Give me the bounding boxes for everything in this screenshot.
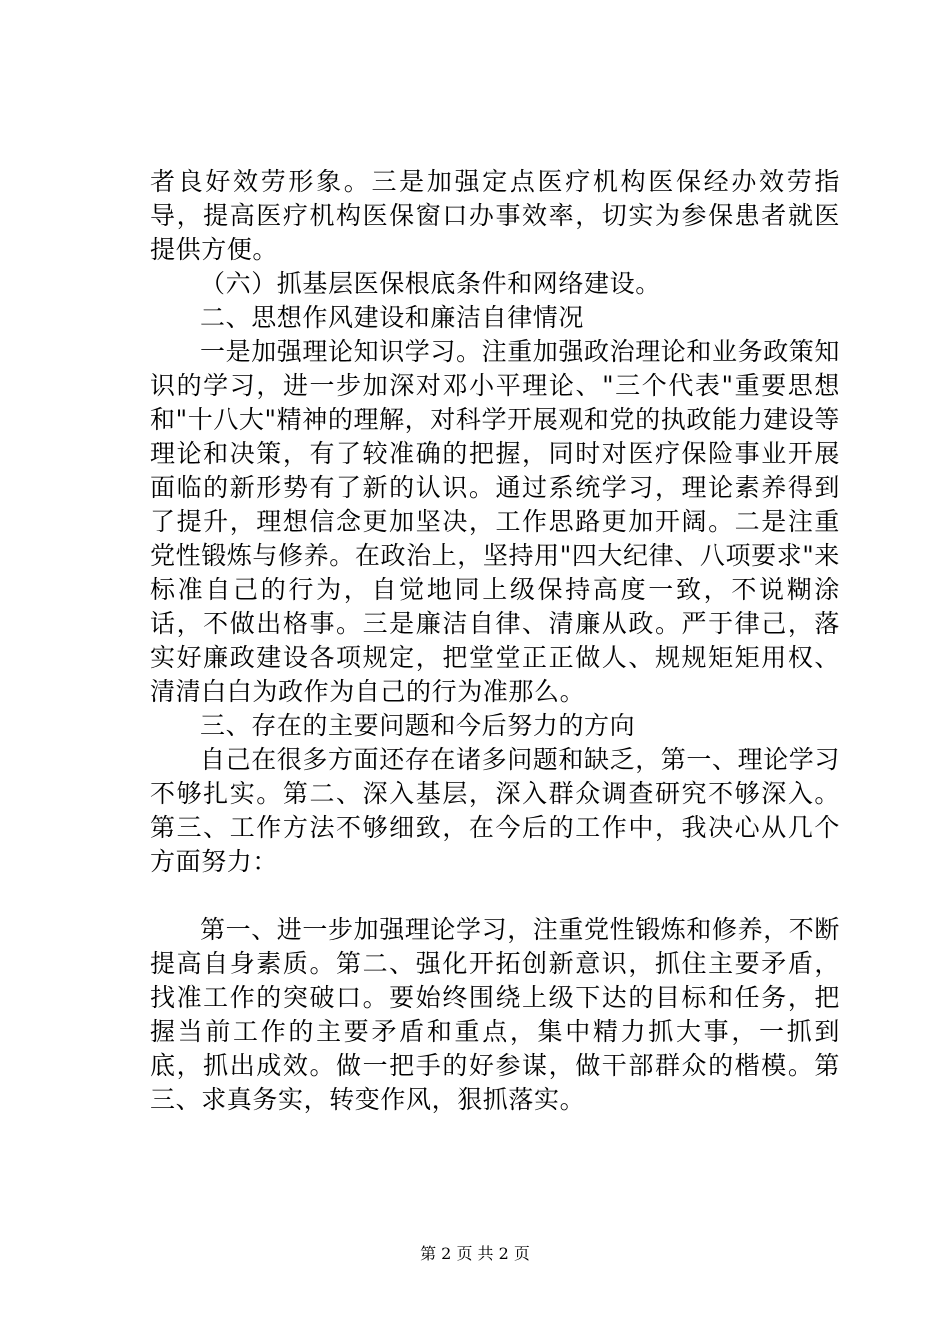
blank-line (150, 879, 840, 913)
paragraph-improvements: 第一、进一步加强理论学习，注重党性锻炼和修养，不断提高自身素质。第二、强化开拓创新意识，抓住主要矛盾，找准工作的突破口。要始终围绕上级下达的目标和任务，把握当前工作的主要矛盾和重点，集中精力抓大事，一抓到底，抓出成效。做一把手的好参谋，做干部群众的楷模。第三、求真务实，转变作风，狠抓落实。 (150, 915, 841, 1114)
section-heading-two: 二、思想作风建设和廉洁自律情况 (200, 303, 585, 332)
paragraph-theory-study: 一是加强理论知识学习。注重加强政治理论和业务政策知识的学习，进一步加深对邓小平理论、"三个代表"重要思想和"十八大"精神的理解，对科学开展观和党的执政能力建设等理论和决策，有了较准确的把握，同时对医疗保险事业开展面临的新形势有了新的认识。通过系统学习，理论素养得到了提升，理想信念更加坚决，工作思路更加开阔。二是注重党性锻炼与修养。在政治上，坚持用"四大纪律、八项要求"来标准自己的行为，自觉地同上级保持高度一致，不说糊涂话，不做出格事。三是廉洁自律、清廉从政。严于律己，落实好廉政建设各项规定，把堂堂正正做人、规规矩矩用权、清清白白为政作为自己的行为准那么。 (150, 337, 841, 706)
document-body (150, 165, 840, 1117)
paragraph-problems: 自己在很多方面还存在诸多问题和缺乏，第一、理论学习不够扎实。第二、深入基层，深入群众调查研究不够深入。第三、工作方法不够细致，在今后的工作中，我决心从几个方面努力： (150, 745, 841, 876)
page-number-footer: 第 2 页 共 2 页 (420, 1244, 530, 1263)
section-heading-six: （六）抓基层医保根底条件和网络建设。 (200, 269, 661, 298)
paragraph-service-continuation: 者良好效劳形象。三是加强定点医疗机构医保经办效劳指导，提高医疗机构医保窗口办事效率，切实为参保患者就医提供方便。 (150, 167, 840, 264)
section-heading-three: 三、存在的主要问题和今后努力的方向 (200, 711, 636, 740)
